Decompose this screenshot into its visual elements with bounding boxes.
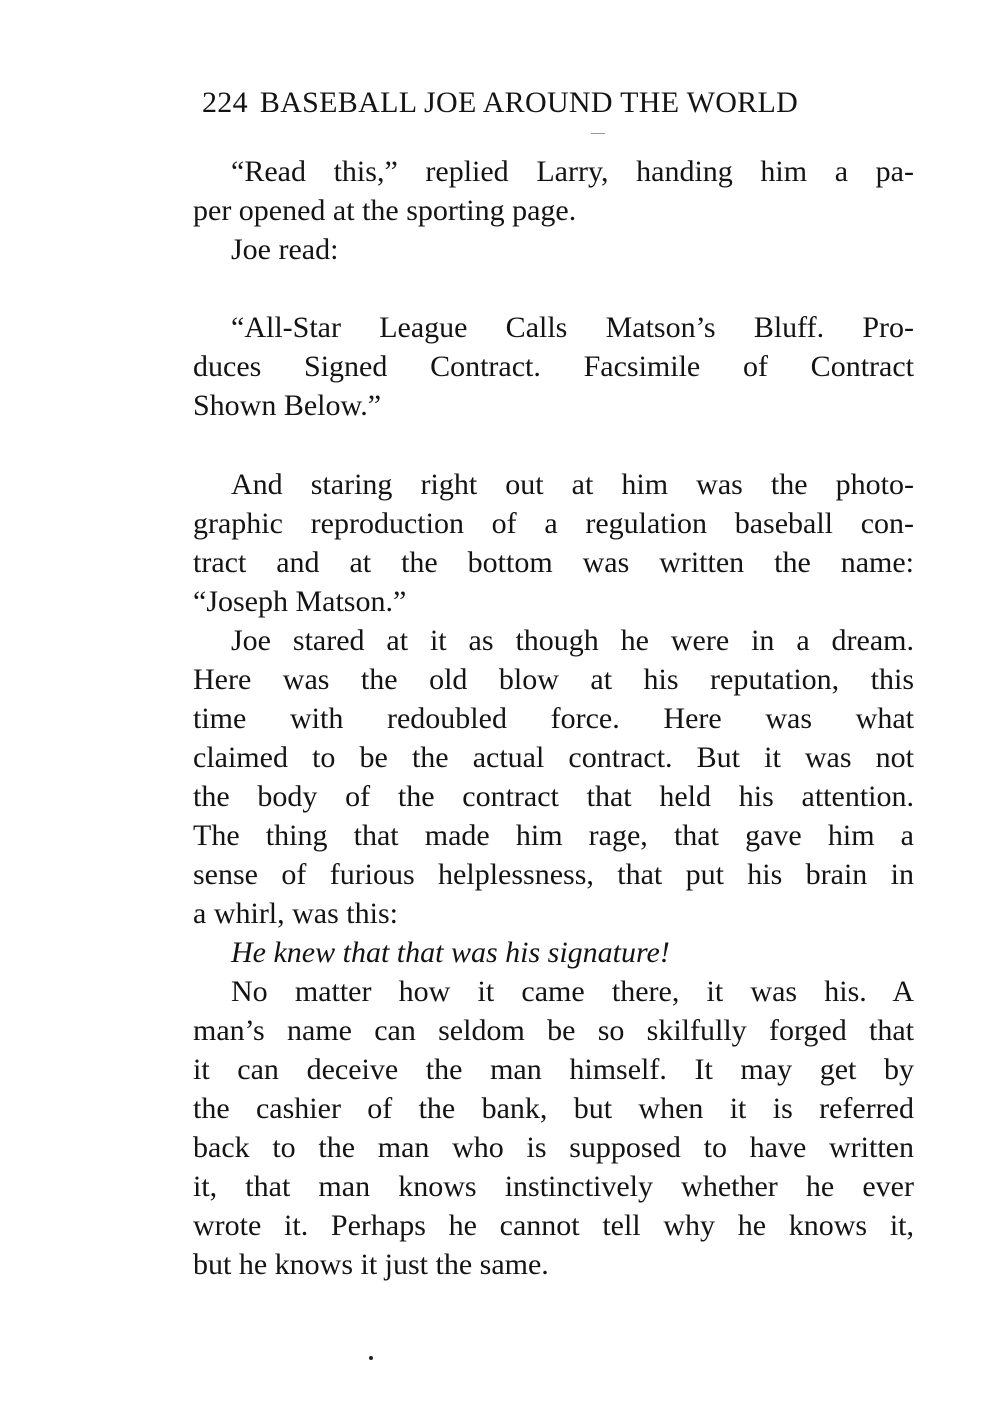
text-line: Joe stared at it as though he were in a dream. [231, 624, 914, 657]
text-line: time with redoubled force. Here was what [193, 702, 914, 735]
text-line: The thing that made him rage, that gave him a [193, 819, 914, 852]
text-line: tract and at the bottom was written the name: [193, 546, 914, 579]
page-number: 224 [202, 86, 248, 119]
text-line: And staring right out at him was the photo- [231, 468, 914, 501]
text-line: “All-Star League Calls Matson’s Bluff. Pro- [231, 311, 914, 344]
text-line: per opened at the sporting page. [193, 194, 577, 227]
text-line: “Joseph Matson.” [193, 585, 407, 618]
running-header [202, 86, 902, 120]
italic-text-line: He knew that that was his signature! [231, 936, 670, 969]
text-line: graphic reproduction of a regulation baseball con- [193, 507, 914, 540]
text-line: man’s name can seldom be so skilfully forged that [193, 1014, 914, 1047]
text-line: “Read this,” replied Larry, handing him a pa- [231, 155, 914, 188]
text-line: it, that man knows instinctively whether he ever [193, 1170, 914, 1203]
text-line: a whirl, was this: [193, 897, 398, 930]
text-line: No matter how it came there, it was his. A [231, 975, 914, 1008]
text-line: Shown Below.” [193, 389, 382, 422]
text-line: duces Signed Contract. Facsimile of Contract [193, 350, 914, 383]
text-line: Joe read: [231, 233, 339, 266]
print-mark [591, 133, 605, 134]
text-line: wrote it. Perhaps he cannot tell why he knows it, [193, 1209, 914, 1242]
text-line: it can deceive the man himself. It may get by [193, 1053, 914, 1086]
text-line: Here was the old blow at his reputation, this [193, 663, 914, 696]
text-line: sense of furious helplessness, that put his brain in [193, 858, 914, 891]
text-line: claimed to be the actual contract. But it was not [193, 741, 914, 774]
text-line: back to the man who is supposed to have written [193, 1131, 914, 1164]
text-line: the body of the contract that held his attention. [193, 780, 914, 813]
running-title: BASEBALL JOE AROUND THE WORLD [259, 86, 799, 119]
text-line: the cashier of the bank, but when it is referred [193, 1092, 914, 1125]
print-speck [369, 1356, 373, 1360]
text-line: but he knows it just the same. [193, 1248, 549, 1281]
